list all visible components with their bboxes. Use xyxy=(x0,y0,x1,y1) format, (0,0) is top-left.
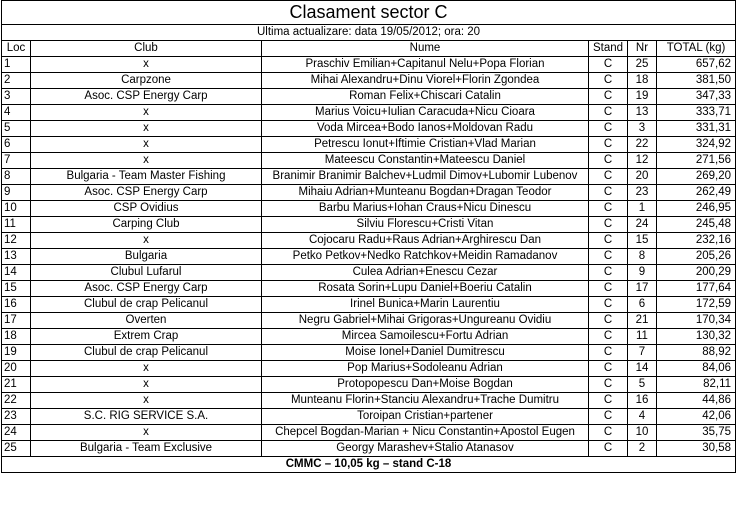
cell-nume: Rosata Sorin+Lupu Daniel+Boeriu Catalin xyxy=(262,281,589,297)
cell-total: 88,92 xyxy=(657,345,736,361)
cell-nr: 20 xyxy=(628,169,657,185)
cell-total: 130,32 xyxy=(657,329,736,345)
table-row xyxy=(2,361,736,377)
table-row xyxy=(2,121,736,137)
cell-total: 170,34 xyxy=(657,313,736,329)
page-title: Clasament sector C xyxy=(2,1,736,25)
cell-nume: Munteanu Florin+Stanciu Alexandru+Trache Dumitru xyxy=(262,393,589,409)
table-row xyxy=(2,393,736,409)
cell-club: Bulgaria - Team Exclusive xyxy=(31,441,262,457)
table-row xyxy=(2,105,736,121)
cell-nr: 2 xyxy=(628,441,657,457)
cell-total: 246,95 xyxy=(657,201,736,217)
cell-total: 205,26 xyxy=(657,249,736,265)
cell-nume: Petrescu Ionut+Iftimie Cristian+Vlad Marian xyxy=(262,137,589,153)
cell-nr: 5 xyxy=(628,377,657,393)
cell-total: 177,64 xyxy=(657,281,736,297)
cell-loc: 7 xyxy=(2,153,31,169)
cell-stand: C xyxy=(589,137,628,153)
table-row xyxy=(2,89,736,105)
cell-total: 269,20 xyxy=(657,169,736,185)
table-row xyxy=(2,137,736,153)
cell-stand: C xyxy=(589,201,628,217)
cell-stand: C xyxy=(589,89,628,105)
table-row xyxy=(2,409,736,425)
cell-stand: C xyxy=(589,233,628,249)
cell-total: 271,56 xyxy=(657,153,736,169)
cell-loc: 8 xyxy=(2,169,31,185)
table-row xyxy=(2,153,736,169)
cell-nume: Georgy Marashev+Stalio Atanasov xyxy=(262,441,589,457)
table-row xyxy=(2,345,736,361)
cell-nr: 11 xyxy=(628,329,657,345)
cell-club: CSP Ovidius xyxy=(31,201,262,217)
cell-total: 84,06 xyxy=(657,361,736,377)
cell-loc: 9 xyxy=(2,185,31,201)
cell-loc: 1 xyxy=(2,57,31,73)
cell-nume: Mateescu Constantin+Mateescu Daniel xyxy=(262,153,589,169)
cell-loc: 16 xyxy=(2,297,31,313)
cell-total: 324,92 xyxy=(657,137,736,153)
cell-stand: C xyxy=(589,313,628,329)
cell-nr: 16 xyxy=(628,393,657,409)
cell-club: x xyxy=(31,153,262,169)
cell-stand: C xyxy=(589,105,628,121)
cell-loc: 10 xyxy=(2,201,31,217)
cell-stand: C xyxy=(589,73,628,89)
cell-club: Clubul Lufarul xyxy=(31,265,262,281)
cell-stand: C xyxy=(589,57,628,73)
cell-nume: Branimir Branimir Balchev+Ludmil Dimov+Lubomir Lubenov xyxy=(262,169,589,185)
cell-stand: C xyxy=(589,153,628,169)
cell-club: S.C. RIG SERVICE S.A. xyxy=(31,409,262,425)
cell-nr: 18 xyxy=(628,73,657,89)
cell-total: 245,48 xyxy=(657,217,736,233)
cell-nr: 3 xyxy=(628,121,657,137)
cell-stand: C xyxy=(589,361,628,377)
cell-nume: Barbu Marius+Iohan Craus+Nicu Dinescu xyxy=(262,201,589,217)
cell-club: Carping Club xyxy=(31,217,262,233)
cell-nume: Toroipan Cristian+partener xyxy=(262,409,589,425)
cell-club: x xyxy=(31,121,262,137)
cell-stand: C xyxy=(589,265,628,281)
cell-total: 381,50 xyxy=(657,73,736,89)
cell-loc: 11 xyxy=(2,217,31,233)
table-row xyxy=(2,281,736,297)
cell-nume: Praschiv Emilian+Capitanul Nelu+Popa Florian xyxy=(262,57,589,73)
cell-loc: 2 xyxy=(2,73,31,89)
footer-note: CMMC – 10,05 kg – stand C-18 xyxy=(2,457,736,473)
cell-club: x xyxy=(31,377,262,393)
cell-nume: Chepcel Bogdan-Marian + Nicu Constantin+Apostol Eugen xyxy=(262,425,589,441)
cell-loc: 23 xyxy=(2,409,31,425)
cell-club: x xyxy=(31,361,262,377)
cell-stand: C xyxy=(589,377,628,393)
standings-sheet xyxy=(1,0,735,473)
cell-total: 35,75 xyxy=(657,425,736,441)
cell-stand: C xyxy=(589,121,628,137)
cell-nr: 14 xyxy=(628,361,657,377)
cell-total: 347,33 xyxy=(657,89,736,105)
cell-nr: 23 xyxy=(628,185,657,201)
cell-club: Bulgaria - Team Master Fishing xyxy=(31,169,262,185)
cell-loc: 6 xyxy=(2,137,31,153)
cell-nume: Mihaiu Adrian+Munteanu Bogdan+Dragan Teodor xyxy=(262,185,589,201)
cell-club: x xyxy=(31,425,262,441)
last-update-text: Ultima actualizare: data 19/05/2012; ora: 20 xyxy=(2,25,736,41)
cell-nr: 9 xyxy=(628,265,657,281)
table-row xyxy=(2,169,736,185)
cell-total: 232,16 xyxy=(657,233,736,249)
cell-stand: C xyxy=(589,441,628,457)
cell-loc: 17 xyxy=(2,313,31,329)
cell-total: 42,06 xyxy=(657,409,736,425)
cell-loc: 3 xyxy=(2,89,31,105)
cell-stand: C xyxy=(589,297,628,313)
cell-stand: C xyxy=(589,393,628,409)
table-row xyxy=(2,425,736,441)
table-row xyxy=(2,73,736,89)
cell-loc: 20 xyxy=(2,361,31,377)
cell-loc: 15 xyxy=(2,281,31,297)
cell-total: 82,11 xyxy=(657,377,736,393)
cell-loc: 22 xyxy=(2,393,31,409)
cell-nume: Moise Ionel+Daniel Dumitrescu xyxy=(262,345,589,361)
cell-club: Bulgaria xyxy=(31,249,262,265)
cell-nr: 4 xyxy=(628,409,657,425)
table-row xyxy=(2,233,736,249)
cell-loc: 24 xyxy=(2,425,31,441)
cell-loc: 14 xyxy=(2,265,31,281)
cell-stand: C xyxy=(589,169,628,185)
cell-nume: Mihai Alexandru+Dinu Viorel+Florin Zgondea xyxy=(262,73,589,89)
cell-stand: C xyxy=(589,217,628,233)
table-row xyxy=(2,329,736,345)
cell-stand: C xyxy=(589,409,628,425)
cell-loc: 5 xyxy=(2,121,31,137)
table-row xyxy=(2,441,736,457)
cell-nr: 12 xyxy=(628,153,657,169)
cell-nr: 7 xyxy=(628,345,657,361)
cell-loc: 4 xyxy=(2,105,31,121)
cell-nr: 22 xyxy=(628,137,657,153)
cell-club: Extrem Crap xyxy=(31,329,262,345)
cell-nume: Mircea Samoilescu+Fortu Adrian xyxy=(262,329,589,345)
table-row xyxy=(2,377,736,393)
cell-nume: Culea Adrian+Enescu Cezar xyxy=(262,265,589,281)
footer-row xyxy=(2,457,736,473)
cell-club: x xyxy=(31,105,262,121)
cell-nume: Irinel Bunica+Marin Laurentiu xyxy=(262,297,589,313)
cell-loc: 25 xyxy=(2,441,31,457)
cell-nr: 13 xyxy=(628,105,657,121)
header-row xyxy=(2,41,736,57)
cell-club: Carpzone xyxy=(31,73,262,89)
column-header-stand: Stand xyxy=(589,41,628,57)
cell-loc: 21 xyxy=(2,377,31,393)
table-row xyxy=(2,185,736,201)
table-row xyxy=(2,201,736,217)
table-row xyxy=(2,313,736,329)
cell-nume: Cojocaru Radu+Raus Adrian+Arghirescu Dan xyxy=(262,233,589,249)
cell-club: Asoc. CSP Energy Carp xyxy=(31,89,262,105)
cell-club: Clubul de crap Pelicanul xyxy=(31,297,262,313)
column-header-nume: Nume xyxy=(262,41,589,57)
cell-stand: C xyxy=(589,425,628,441)
cell-nr: 24 xyxy=(628,217,657,233)
column-header-nr: Nr xyxy=(628,41,657,57)
cell-nr: 17 xyxy=(628,281,657,297)
cell-total: 172,59 xyxy=(657,297,736,313)
cell-stand: C xyxy=(589,249,628,265)
cell-nume: Negru Gabriel+Mihai Grigoras+Ungureanu Ovidiu xyxy=(262,313,589,329)
cell-loc: 13 xyxy=(2,249,31,265)
cell-nr: 21 xyxy=(628,313,657,329)
cell-total: 657,62 xyxy=(657,57,736,73)
table-row xyxy=(2,265,736,281)
cell-club: x xyxy=(31,233,262,249)
table-row xyxy=(2,249,736,265)
cell-loc: 12 xyxy=(2,233,31,249)
cell-total: 333,71 xyxy=(657,105,736,121)
cell-total: 30,58 xyxy=(657,441,736,457)
cell-nume: Petko Petkov+Nedko Ratchkov+Meidin Ramadanov xyxy=(262,249,589,265)
cell-nume: Marius Voicu+Iulian Caracuda+Nicu Cioara xyxy=(262,105,589,121)
cell-stand: C xyxy=(589,185,628,201)
cell-total: 331,31 xyxy=(657,121,736,137)
cell-stand: C xyxy=(589,281,628,297)
cell-club: Asoc. CSP Energy Carp xyxy=(31,185,262,201)
column-header-loc: Loc xyxy=(2,41,31,57)
standings-table xyxy=(1,0,736,473)
cell-nume: Protopopescu Dan+Moise Bogdan xyxy=(262,377,589,393)
table-row xyxy=(2,57,736,73)
cell-nr: 25 xyxy=(628,57,657,73)
cell-stand: C xyxy=(589,345,628,361)
cell-loc: 19 xyxy=(2,345,31,361)
cell-total: 44,86 xyxy=(657,393,736,409)
cell-nume: Silviu Florescu+Cristi Vitan xyxy=(262,217,589,233)
cell-nr: 8 xyxy=(628,249,657,265)
cell-loc: 18 xyxy=(2,329,31,345)
cell-club: x xyxy=(31,137,262,153)
cell-total: 200,29 xyxy=(657,265,736,281)
cell-nr: 10 xyxy=(628,425,657,441)
cell-club: x xyxy=(31,57,262,73)
cell-total: 262,49 xyxy=(657,185,736,201)
table-row xyxy=(2,297,736,313)
cell-nr: 1 xyxy=(628,201,657,217)
cell-club: x xyxy=(31,393,262,409)
cell-club: Overten xyxy=(31,313,262,329)
cell-nr: 19 xyxy=(628,89,657,105)
column-header-total: TOTAL (kg) xyxy=(657,41,736,57)
cell-nume: Pop Marius+Sodoleanu Adrian xyxy=(262,361,589,377)
cell-nume: Voda Mircea+Bodo Ianos+Moldovan Radu xyxy=(262,121,589,137)
cell-club: Asoc. CSP Energy Carp xyxy=(31,281,262,297)
cell-nr: 15 xyxy=(628,233,657,249)
table-row xyxy=(2,217,736,233)
cell-nr: 6 xyxy=(628,297,657,313)
cell-club: Clubul de crap Pelicanul xyxy=(31,345,262,361)
cell-stand: C xyxy=(589,329,628,345)
cell-nume: Roman Felix+Chiscari Catalin xyxy=(262,89,589,105)
column-header-club: Club xyxy=(31,41,262,57)
